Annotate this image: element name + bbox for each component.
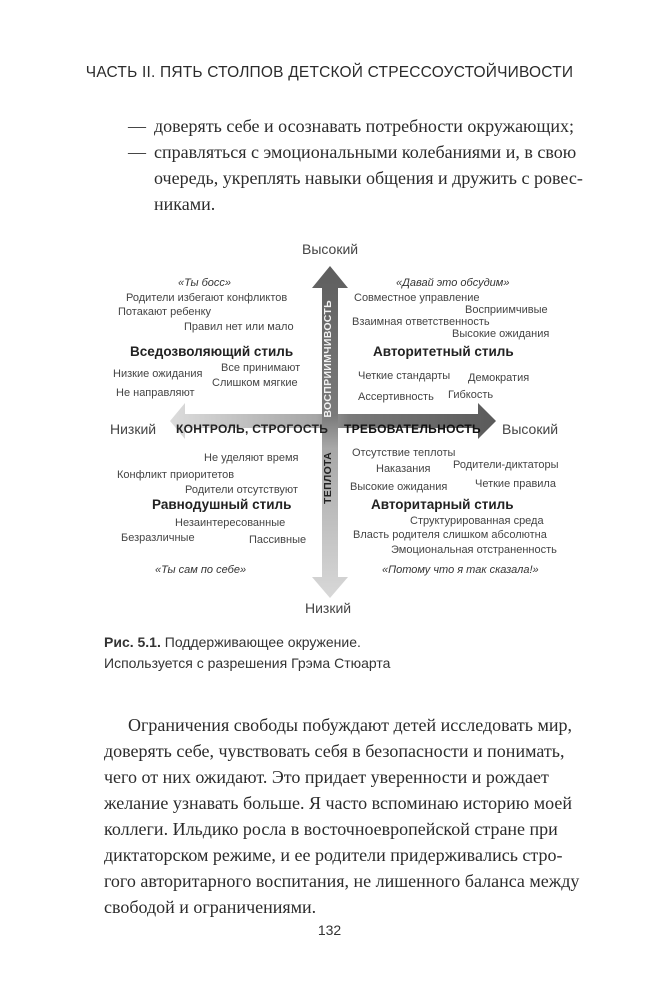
trait-label: Родители-диктаторы [453,459,559,471]
page-number: 132 [317,922,342,938]
list-dash: — [128,116,146,136]
trait-label: Высокие ожидания [452,328,550,340]
style-title-uninvolved: Равнодушный стиль [152,497,292,512]
list-item-2-line-2: очередь, укреплять навыки общения и дружить с ровес- [154,168,583,188]
trait-label: Ассертивность [358,391,434,403]
figure-caption-credit: Используется с разрешения Грэма Стюарта [104,655,391,671]
trait-label: Эмоциональная отстраненность [391,544,557,556]
paragraph-line-4: желание узнавать больше. Я часто вспоминаю историю моей [104,793,572,813]
axis-top-label: Высокий [302,241,359,257]
paragraph-line-3: чего от них ожидают. Это придает уверенности и рождает [104,767,549,787]
trait-label: Гибкость [448,389,494,401]
list-item-1-line-1: доверять себе и осознавать потребности окружающих; [154,116,575,136]
trait-label: Низкие ожидания [113,368,203,380]
trait-label: Конфликт приоритетов [117,469,235,481]
quote-uninvolved: «Ты сам по себе» [155,564,247,576]
trait-label: Все принимают [221,362,301,374]
style-title-permissive: Вседозволяющий стиль [130,344,294,359]
paragraph-line-5: коллеги. Ильдико росла в восточноевропейской стране при [104,819,558,839]
list-item-2-line-1: справляться с эмоциональными колебаниями и, в свою [154,142,577,162]
trait-label: Потакают ребенку [118,306,212,318]
list-dash: — [128,142,146,162]
trait-label: Не уделяют время [204,452,299,464]
figure-caption [104,632,361,653]
quote-permissive: «Ты босс» [178,277,232,289]
paragraph-line-6: диктаторском режиме, и ее родители придерживались стро- [104,845,563,865]
figure-caption-text: Поддерживающее окружение. [160,634,361,650]
axis-vertical-bottom-label: ТЕПЛОТА [322,452,334,504]
quote-authoritative: «Давай это обсудим» [396,277,510,289]
figure-caption-label: Рис. 5.1. [104,634,161,650]
trait-label: Власть родителя слишком абсолютна [353,529,547,541]
paragraph-line-7: гого авторитарного воспитания, не лишенного баланса между [104,871,580,891]
trait-label: Родители отсутствуют [185,484,298,496]
trait-label: Безразличные [121,532,195,544]
axis-vertical-top-label: ВОСПРИИМЧИВОСТЬ [322,300,334,418]
paragraph-line-2: доверять себе, чувствовать себя в безопасности и понимать, [104,741,565,761]
trait-label: Высокие ожидания [350,481,448,493]
trait-label: Четкие правила [475,478,556,490]
axis-left-label: Низкий [110,421,157,437]
style-title-authoritarian: Авторитарный стиль [371,497,514,512]
trait-label: Совместное управление [354,292,480,304]
trait-label: Правил нет или мало [184,321,294,333]
list-item-2-line-3: никами. [154,194,216,214]
trait-label: Четкие стандарты [358,370,451,382]
trait-label: Структурированная среда [410,515,544,527]
trait-label: Наказания [376,463,431,475]
trait-label: Отсутствие теплоты [352,447,456,459]
quote-authoritarian: «Потому что я так сказала!» [382,564,539,576]
axis-horizontal-right-label: ТРЕБОВАТЕЛЬНОСТЬ [344,422,481,436]
trait-label: Взаимная ответственность [352,316,490,328]
trait-label: Родители избегают конфликтов [126,292,288,304]
trait-label: Демократия [468,372,530,384]
axis-bottom-label: Низкий [305,600,352,616]
axis-right-label: Высокий [502,421,559,437]
paragraph-line-1: Ограничения свободы побуждают детей исследовать мир, [128,715,573,735]
trait-label: Незаинтересованные [175,517,286,529]
trait-label: Не направляют [116,387,195,399]
running-header: ЧАСТЬ II. ПЯТЬ СТОЛПОВ ДЕТСКОЙ СТРЕССОУСТОЙЧИВОСТИ [85,64,574,81]
trait-label: Пассивные [249,534,307,546]
axis-horizontal-left-label: КОНТРОЛЬ, СТРОГОСТЬ [176,422,329,436]
trait-label: Слишком мягкие [212,377,298,389]
paragraph-line-8: свободой и ограничениями. [104,897,317,917]
trait-label: Восприимчивые [465,304,548,316]
style-title-authoritative: Авторитетный стиль [373,344,514,359]
